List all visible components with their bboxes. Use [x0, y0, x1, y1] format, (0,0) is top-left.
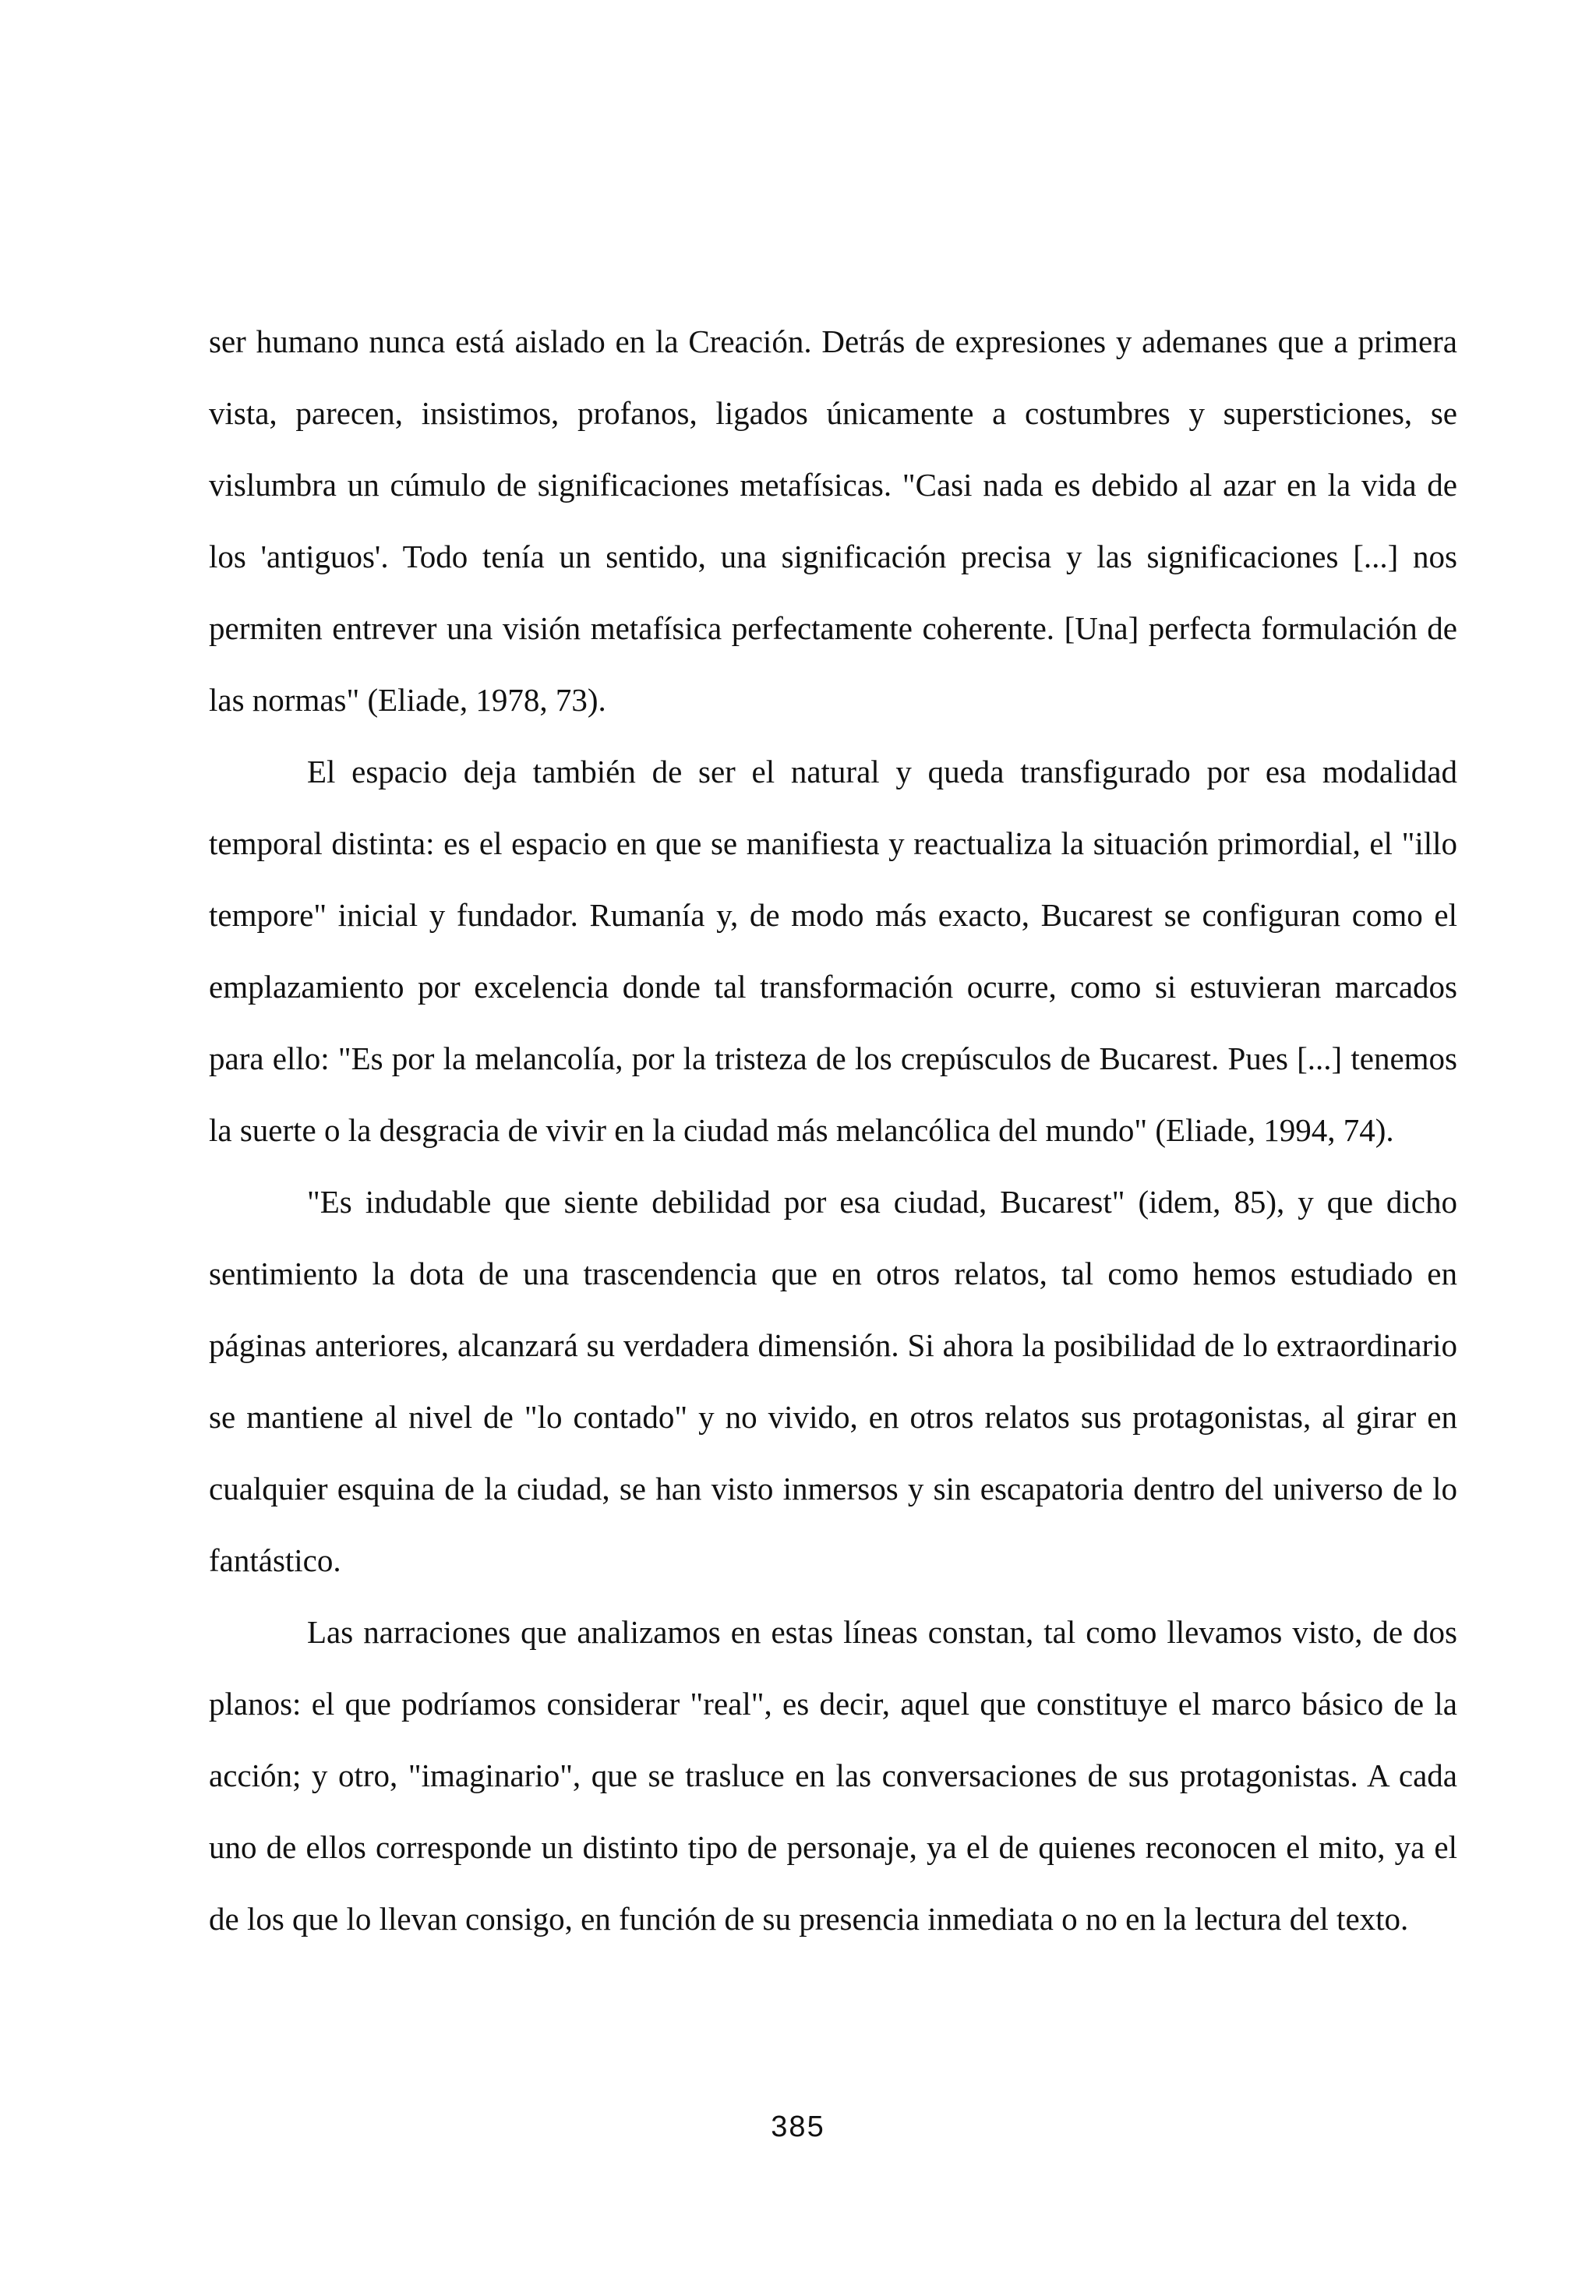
- page-number: 385: [771, 2111, 825, 2143]
- paragraph-3: "Es indudable que siente debilidad por esa ciudad, Bucarest" (idem, 85), y que dicho sentimiento la dota de una trascendencia que en otros relatos, tal como hemos estudiado en páginas anteriores, alcanzará su verdadera dimensión. Si ahora la posibilidad de lo extraordinario se mantiene al nivel de "lo contado" y no vivido, en otros relatos sus protagonistas, al girar en cualquier esquina de la ciudad, se han visto inmersos y sin escapatoria dentro del universo de lo fantástico.: [209, 1184, 1457, 1578]
- paragraph-4: Las narraciones que analizamos en estas líneas constan, tal como llevamos visto, de dos planos: el que podríamos considerar "real", es decir, aquel que constituye el marco básico de la acción; y otro, "imaginario", que se trasluce en las conversaciones de sus protagonistas. A cada uno de ellos corresponde un distinto tipo de personaje, ya el de quienes reconocen el mito, ya el de los que lo llevan consigo, en función de su presencia inmediata o no en la lectura del texto.: [209, 1614, 1457, 1937]
- paragraph-2: El espacio deja también de ser el natural y queda transfigurado por esa modalidad temporal distinta: es el espacio en que se manifiesta y reactualiza la situación primordial, el "illo tempore" inicial y fundador. Rumanía y, de modo más exacto, Bucarest se configuran como el emplazamiento por excelencia donde tal transformación ocurre, como si estuvieran marcados para ello: "Es por la melancolía, por la tristeza de los crepúsculos de Bucarest. Pues [...] tenemos la suerte o la desgracia de vivir en la ciudad más melancólica del mundo" (Eliade, 1994, 74).: [209, 754, 1457, 1148]
- body-text: [209, 306, 1457, 1955]
- paragraph-1: ser humano nunca está aislado en la Creación. Detrás de expresiones y ademanes que a primera vista, parecen, insistimos, profanos, ligados únicamente a costumbres y supersticiones, se vislumbra un cúmulo de significaciones metafísicas. "Casi nada es debido al azar en la vida de los 'antiguos'. Todo tenía un sentido, una significación precisa y las significaciones [...] nos permiten entrever una visión metafísica perfectamente coherente. [Una] perfecta formulación de las normas" (Eliade, 1978, 73).: [209, 323, 1457, 718]
